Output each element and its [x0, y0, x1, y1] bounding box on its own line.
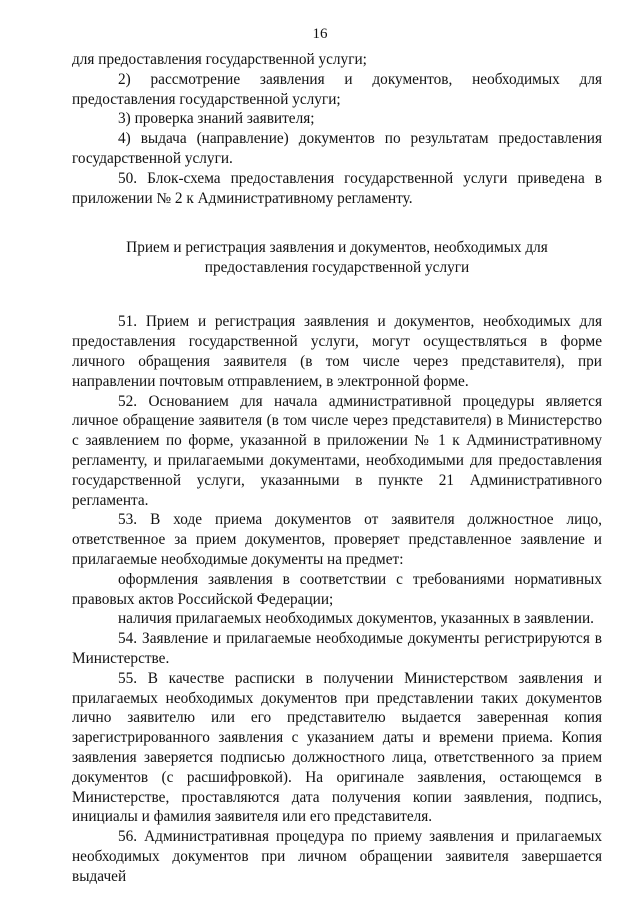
- paragraph-56: 56. Административная процедура по приему заявления и прилагаемых необходимых документов при личном обращении заявителя завершается выдачей: [72, 828, 602, 885]
- page-number: 16: [312, 26, 328, 42]
- paragraph-51: 51. Прием и регистрация заявления и документов, необходимых для предоставления государственной услуги, могут осуществляться в форме личного обращения заявителя (в том числе через представителя), при направлении почтовым отправлением, в электронной форме.: [72, 313, 602, 390]
- paragraph-50: 50. Блок-схема предоставления государственной услуги приведена в приложении № 2 к Административному регламенту.: [72, 169, 602, 207]
- section-heading-line-1: Прием и регистрация заявления и документов, необходимых для: [126, 239, 548, 257]
- paragraph-53-item-1: оформления заявления в соответствии с требованиями нормативных правовых актов Российской Федерации;: [72, 570, 602, 608]
- paragraph-53-item-2: наличия прилагаемых необходимых документов, указанных в заявлении.: [118, 610, 594, 628]
- paragraph-53: 53. В ходе приема документов от заявителя должностное лицо, ответственное за прием документов, проверяет представленное заявление и прилагаемые необходимые документы на предмет:: [72, 511, 602, 568]
- section-heading-line-2: предоставления государственной услуги: [204, 259, 470, 277]
- section-heading: [72, 238, 602, 278]
- list-item-4: 4) выдача (направление) документов по результатам предоставления государственной услуги.: [72, 130, 602, 167]
- list-item-2: 2) рассмотрение заявления и документов, необходимых для предоставления государственной услуги;: [72, 70, 602, 108]
- paragraph-54: 54. Заявление и прилагаемые необходимые документы регистрируются в Министерстве.: [72, 630, 602, 667]
- document-body: [72, 50, 602, 886]
- paragraph-continuation: для предоставления государственной услуги;: [72, 51, 367, 68]
- paragraph-55: 55. В качестве расписки в получении Министерством заявления и прилагаемых необходимых документов при представлении таких документов лично заявителю или его представителю выдается заверенная копия зарегистрированного заявления с указанием даты и времени приема. Копия заявления заверяется подписью должностного лица, ответственного за прием документов (с расшифровкой). На оригинале заявления, остающемся в Министерстве, проставляются дата получения копии заявления, подпись, инициалы и фамилия заявителя или его представителя.: [72, 669, 602, 826]
- paragraph-52: 52. Основанием для начала административной процедуры является личное обращение заявителя (в том числе через представителя) в Министерство с заявлением по форме, указанной в приложении № 1 к Административному регламенту, и прилагаемыми документами, необходимыми для предоставления государственной услуги, указанными в пункте 21 Административного регламента.: [72, 392, 602, 509]
- list-item-3: 3) проверка знаний заявителя;: [118, 110, 315, 128]
